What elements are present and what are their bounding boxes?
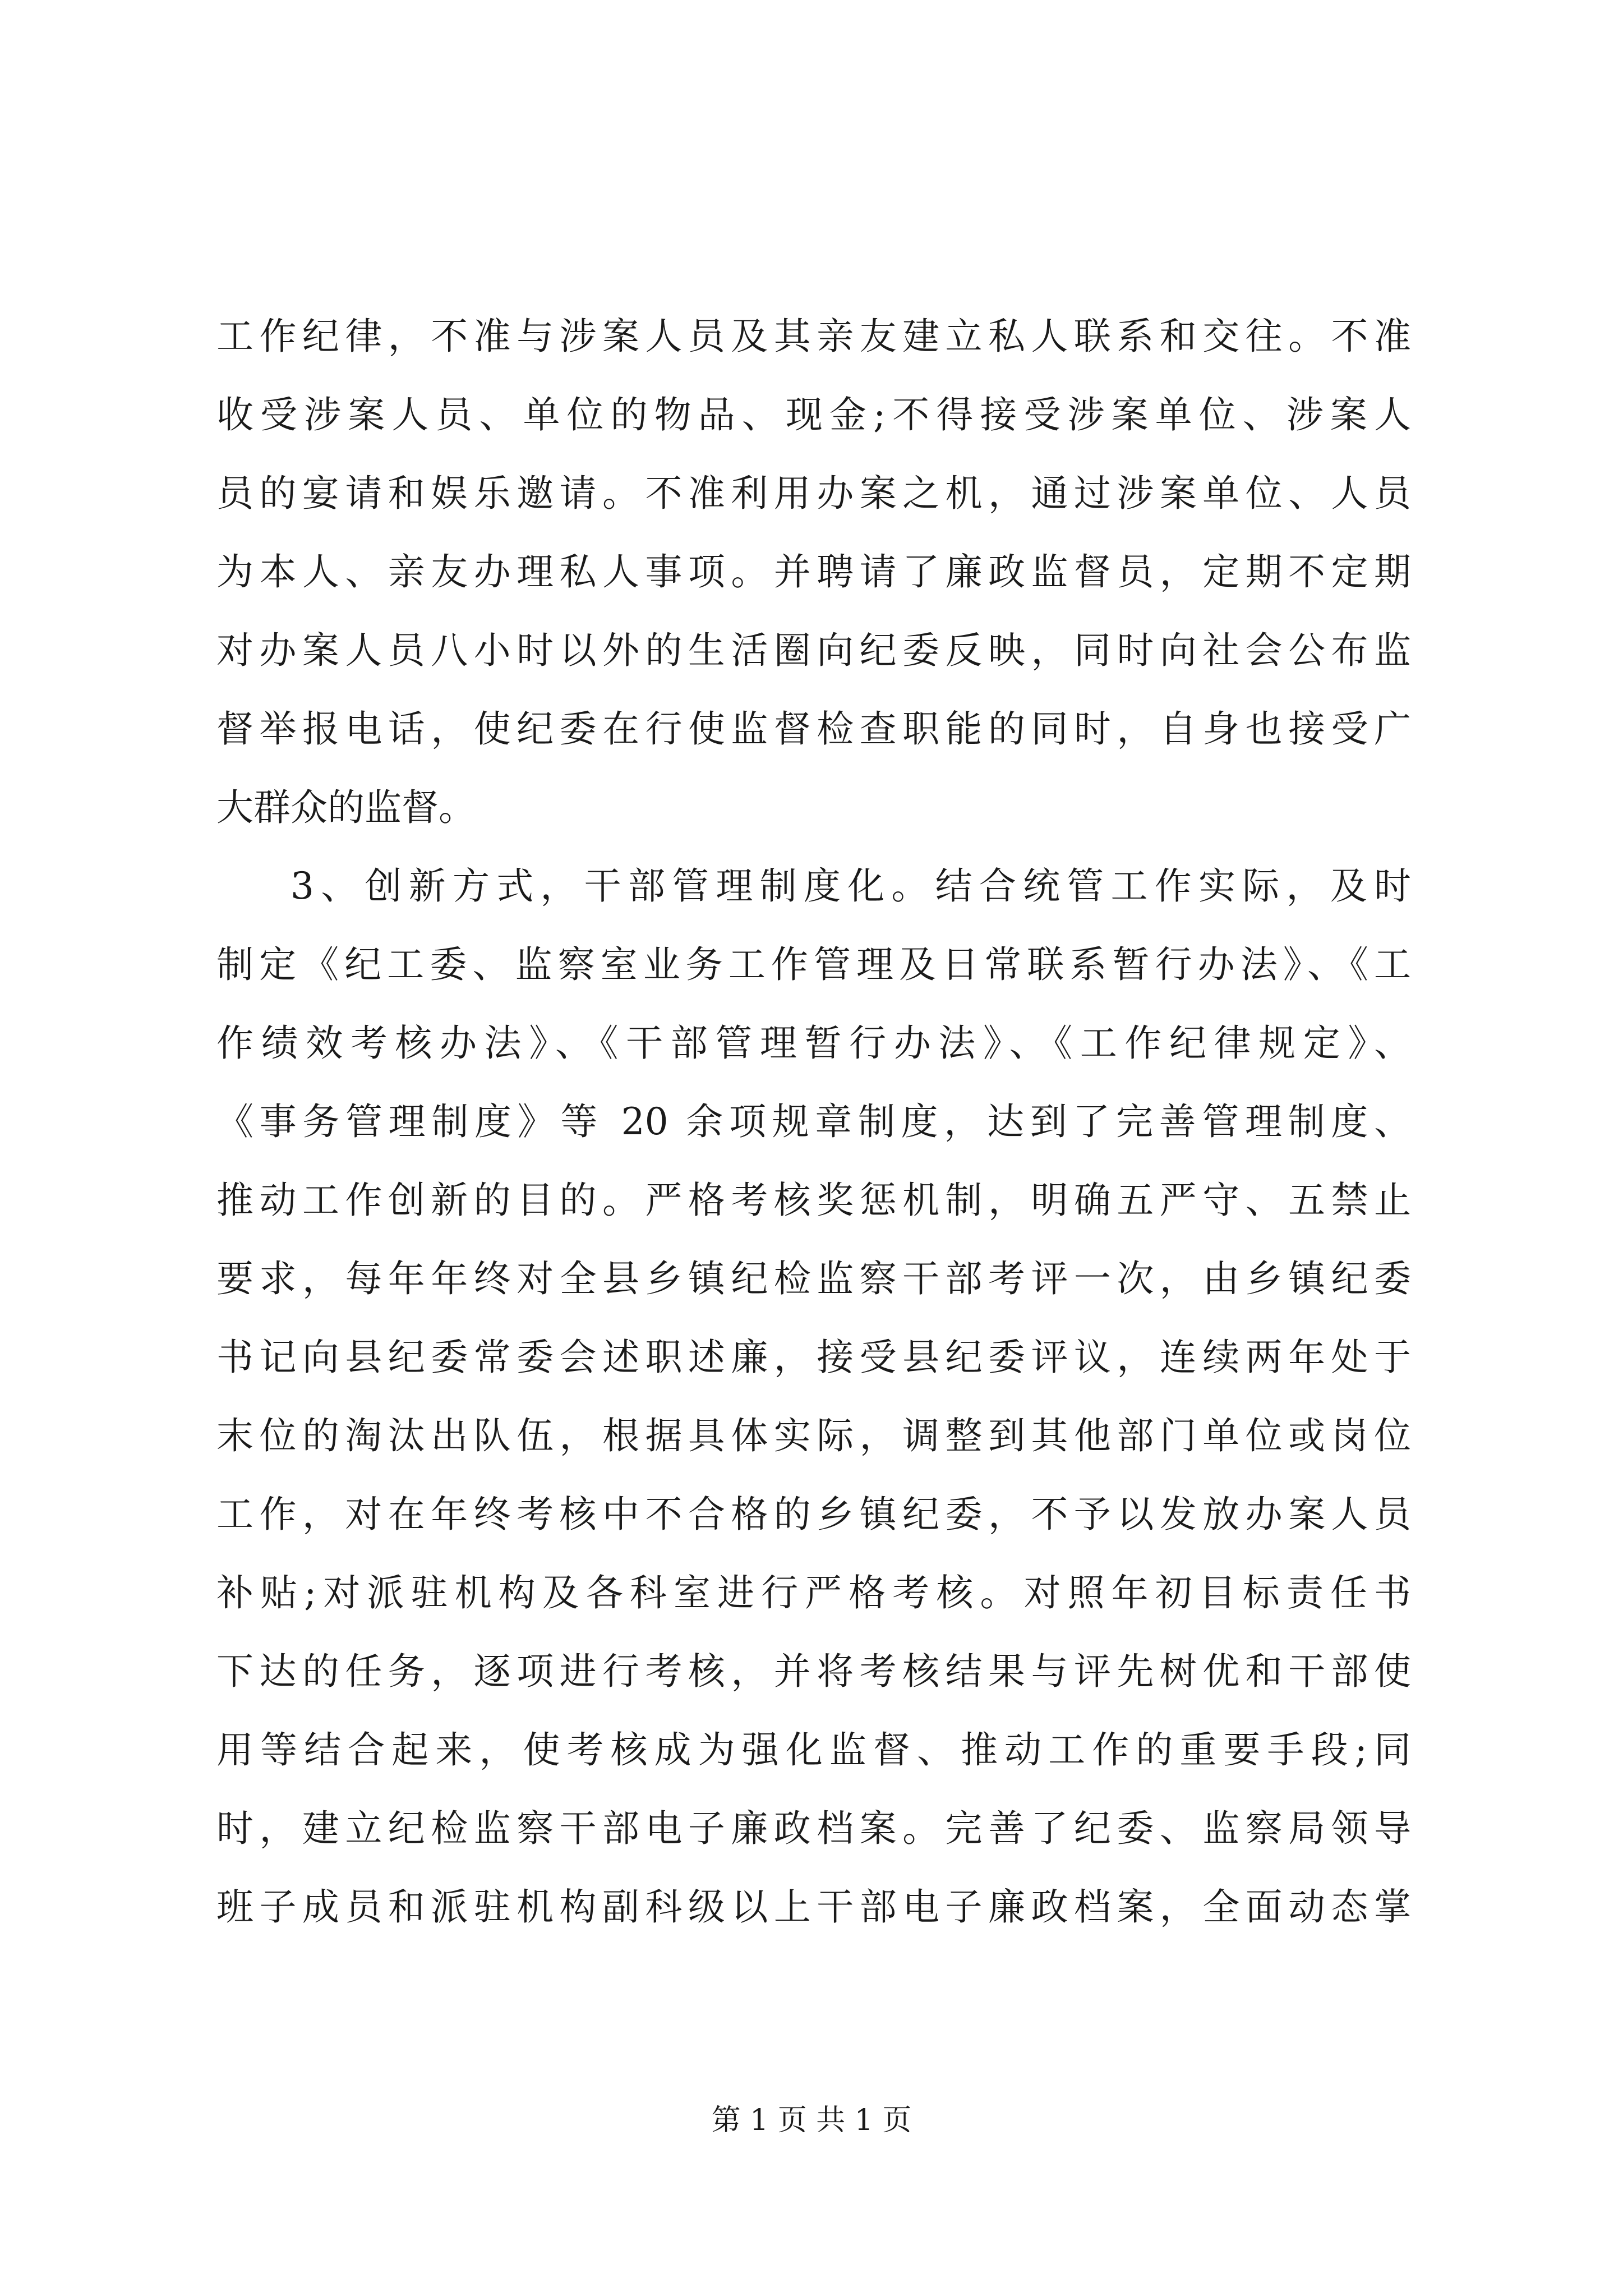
body-text [216,297,1411,1947]
paragraph-1 [216,297,1411,847]
text-line: 对办案人员八小时以外的生活圈向纪委反映，同时向社会公布监 [216,629,1411,672]
text-line: 制定《纪工委、监察室业务工作管理及日常联系暂行办法》、《工 [216,943,1411,986]
page-footer [0,2101,1623,2140]
text-line: 工作纪律，不准与涉案人员及其亲友建立私人联系和交往。不准 [216,315,1411,358]
text-line: 末位的淘汰出队伍，根据具体实际，调整到其他部门单位或岗位 [216,1414,1411,1457]
text-line: 收受涉案人员、单位的物品、现金;不得接受涉案单位、涉案人 [216,393,1411,436]
text-line: 《事务管理制度》等 20 余项规章制度，达到了完善管理制度、 [216,1100,1411,1143]
text-line: 员的宴请和娱乐邀请。不准利用办案之机，通过涉案单位、人员 [216,472,1411,515]
text-line: 督举报电话，使纪委在行使监督检查职能的同时，自身也接受广 [216,707,1411,751]
text-line: 时，建立纪检监察干部电子廉政档案。完善了纪委、监察局领导 [216,1807,1411,1850]
text-line: 用等结合起来，使考核成为强化监督、推动工作的重要手段;同 [216,1728,1411,1772]
text-line: 推动工作创新的目的。严格考核奖惩机制，明确五严守、五禁止 [216,1179,1411,1222]
text-line: 下达的任务，逐项进行考核，并将考核结果与评先树优和干部使 [216,1650,1411,1693]
text-line: 大群众的监督。 [216,786,476,829]
text-line: 书记向县纪委常委会述职述廉，接受县纪委评议，连续两年处于 [216,1336,1411,1379]
paragraph-2 [216,847,1411,1947]
text-line: 3、创新方式，干部管理制度化。结合统管工作实际，及时 [291,864,1411,908]
text-line: 要求，每年年终对全县乡镇纪检监察干部考评一次，由乡镇纪委 [216,1257,1411,1300]
text-line: 工作，对在年终考核中不合格的乡镇纪委，不予以发放办案人员 [216,1493,1411,1536]
text-line: 作绩效考核办法》、《干部管理暂行办法》、《工作纪律规定》、 [216,1022,1411,1065]
text-line: 班子成员和派驻机构副科级以上干部电子廉政档案，全面动态掌 [216,1885,1411,1929]
page-number-label: 第 1 页 共 1 页 [711,2104,912,2137]
text-line: 为本人、亲友办理私人事项。并聘请了廉政监督员，定期不定期 [216,550,1411,593]
text-line: 补贴;对派驻机构及各科室进行严格考核。对照年初目标责任书 [216,1571,1411,1614]
